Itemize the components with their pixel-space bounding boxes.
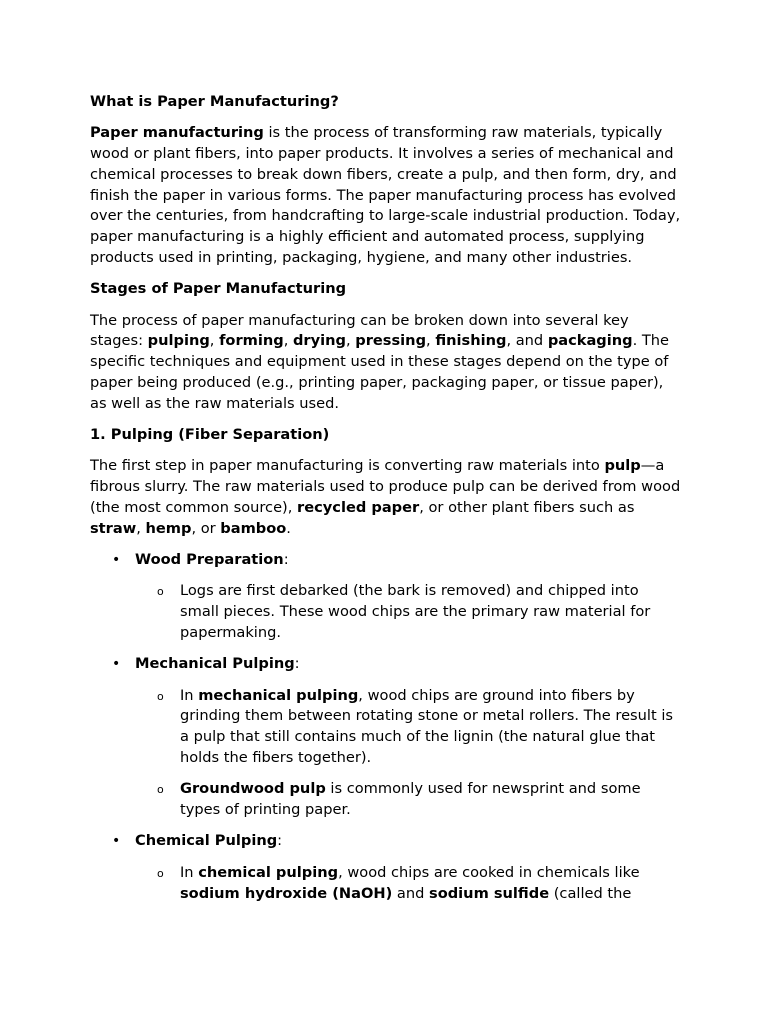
stages-sep-3: , (345, 332, 356, 350)
list-item-wood-preparation (90, 550, 682, 644)
sub-list-item (135, 779, 682, 821)
chemical-colon: : (277, 832, 283, 850)
stages-sep-1: , (209, 332, 220, 350)
chemical-text-1: In (180, 863, 199, 881)
chemical-text-2: , wood chips are cooked in chemicals like (338, 863, 640, 881)
pulping-text-2: —a fibrous slurry. The raw materials used to produce pulp can be derived from wood (the most common source), (90, 457, 681, 517)
document-page (90, 92, 682, 915)
bullet-icon: • (112, 833, 121, 850)
sub-bullet-icon: o (157, 585, 164, 599)
sodium-sulfide-term: sodium sulfide (429, 884, 550, 902)
list-item-label (135, 550, 682, 571)
stage-drying: drying (292, 332, 346, 350)
chemical-text-4: (called the (549, 884, 632, 902)
pulping-methods-list (90, 550, 682, 904)
pulping-term-pulp: pulp (604, 457, 641, 475)
pulping-term-straw: straw (90, 519, 137, 537)
sodium-hydroxide-term: sodium hydroxide (NaOH) (180, 884, 393, 902)
pulping-text-1: The first step in paper manufacturing is converting raw materials into (90, 457, 605, 475)
heading-pulping: 1. Pulping (Fiber Separation) (90, 426, 330, 444)
groundwood-text: is commonly used for newsprint and some types of printing paper. (180, 780, 641, 819)
stages-paragraph (90, 311, 682, 415)
groundwood-term: Groundwood pulp (180, 780, 326, 798)
wood-preparation-sublist (135, 581, 682, 643)
heading-stages: Stages of Paper Manufacturing (90, 280, 347, 298)
intro-term: Paper manufacturing (90, 124, 264, 142)
stages-sep-4: , (426, 332, 436, 350)
stages-sep-2: , (283, 332, 293, 350)
sub-bullet-icon: o (157, 866, 164, 880)
intro-paragraph (90, 123, 682, 269)
chemical-pulping-sublist (135, 863, 682, 905)
sub-bullet-icon: o (157, 783, 164, 797)
pulping-text-4: , (136, 519, 146, 537)
stages-sep-5: , and (506, 332, 548, 350)
pulping-term-recycled: recycled paper (297, 499, 420, 517)
stage-pressing: pressing (355, 332, 427, 350)
mechanical-text-1: In (180, 686, 199, 704)
mechanical-text-2: , wood chips are ground into fibers by grinding them between rotating stone or metal rollers. The result is a pulp that still contains much of the lignin (the natural glue that holds the fibers together). (180, 686, 673, 767)
pulping-paragraph (90, 456, 682, 539)
mechanical-colon: : (294, 655, 300, 673)
pulping-text-3: , or other plant fibers such as (419, 499, 635, 517)
pulping-term-hemp: hemp (145, 519, 192, 537)
wood-colon: : (283, 551, 289, 569)
list-item-label (135, 831, 682, 852)
stages-text-1: The process of paper manufacturing can be broken down into several key stages: (90, 311, 629, 350)
stage-packaging: packaging (547, 332, 633, 350)
mechanical-term: mechanical pulping (198, 686, 359, 704)
pulping-term-bamboo: bamboo (220, 519, 287, 537)
wood-preparation-text: Logs are first debarked (the bark is removed) and chipped into small pieces. These wood chips are the primary raw material for papermaking. (180, 582, 651, 642)
stages-text-2: . The specific techniques and equipment used in these stages depend on the type of paper being produced (e.g., printing paper, packaging paper, or tissue paper), as well as the raw materials used. (90, 332, 670, 412)
sub-list-item (135, 581, 682, 643)
bullet-icon: • (112, 656, 121, 673)
mechanical-pulping-sublist (135, 686, 682, 821)
list-item-mechanical-pulping (90, 654, 682, 821)
chemical-term: chemical pulping (198, 863, 339, 881)
sub-list-item (135, 863, 682, 905)
sub-list-item (135, 686, 682, 769)
list-item-label (135, 654, 682, 675)
sub-bullet-icon: o (157, 689, 164, 703)
chemical-pulping-label: Chemical Pulping (135, 832, 278, 850)
bullet-icon: • (112, 552, 121, 569)
list-item-chemical-pulping (90, 831, 682, 904)
chemical-text-3: and (392, 884, 430, 902)
intro-text: is the process of transforming raw materials, typically wood or plant fibers, into paper products. It involves a series of mechanical and chemical processes to break down fibers, create a pulp, and then form, dry, and finish the paper in various forms. The paper manufacturing process has evolved over the centuries, from handcrafting to large-scale industrial production. Today, paper manufacturing is a highly efficient and automated process, supplying products used in printing, packaging, hygiene, and many other industries. (90, 124, 681, 267)
pulping-text-6: . (286, 519, 291, 537)
pulping-text-5: , or (191, 519, 221, 537)
wood-preparation-label: Wood Preparation (135, 551, 284, 569)
mechanical-pulping-label: Mechanical Pulping (135, 655, 295, 673)
stage-pulping: pulping (147, 332, 210, 350)
heading-what-is-paper-manufacturing: What is Paper Manufacturing? (90, 93, 339, 110)
stage-finishing: finishing (435, 332, 507, 350)
stage-forming: forming (219, 332, 284, 350)
